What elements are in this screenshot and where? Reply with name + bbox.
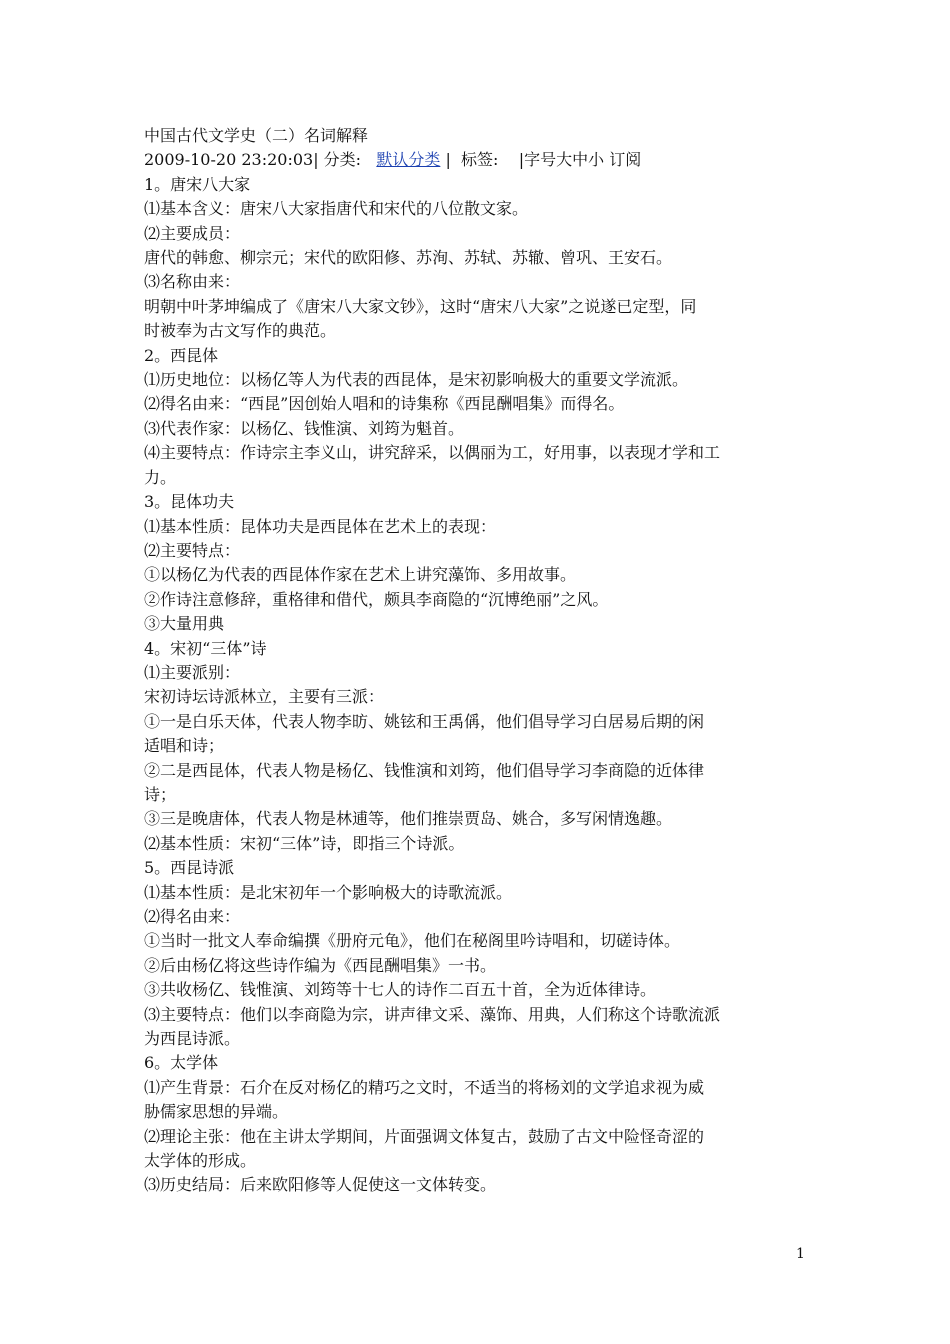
content-line: ⑶代表作家：以杨亿、钱惟演、刘筠为魁首。 bbox=[144, 418, 465, 438]
content-line: 胁儒家思想的异端。 bbox=[144, 1102, 289, 1122]
subscribe-link[interactable]: 订阅 bbox=[609, 150, 642, 170]
post-meta bbox=[144, 148, 808, 172]
content-line: 为西昆诗派。 bbox=[144, 1029, 241, 1049]
content-line: ⑶名称由来： bbox=[144, 272, 241, 292]
content-line: ②后由杨亿将这些诗作编为《西昆酬唱集》一书。 bbox=[144, 955, 497, 975]
content-line: 3。昆体功夫 bbox=[144, 492, 235, 512]
content-line: ⑶主要特点：他们以李商隐为宗，讲声律文采、藻饰、用典，人们称这个诗歌流派 bbox=[144, 1004, 721, 1024]
content-line: 太学体的形成。 bbox=[144, 1151, 257, 1171]
document-body bbox=[144, 124, 808, 1198]
content-line: ⑴历史地位：以杨亿等人为代表的西昆体，是宋初影响极大的重要文学流派。 bbox=[144, 370, 689, 390]
content-line: 力。 bbox=[144, 467, 177, 487]
tags-label: | 标签: bbox=[440, 150, 504, 170]
category-label: 分类: bbox=[318, 150, 367, 170]
content-line: 1。唐宋八大家 bbox=[144, 174, 251, 194]
content-line: ⑵理论主张：他在主讲太学期间，片面强调文体复古，鼓励了古文中险怪奇涩的 bbox=[144, 1126, 705, 1146]
post-datetime: 2009-10-20 23:20:03| bbox=[144, 150, 319, 170]
content-line: ⑴主要派别： bbox=[144, 662, 241, 682]
document-title: 中国古代文学史（二）名词解释 bbox=[144, 126, 369, 145]
content-line: ⑶历史结局：后来欧阳修等人促使这一文体转变。 bbox=[144, 1175, 497, 1195]
content-line: ①以杨亿为代表的西昆体作家在艺术上讲究藻饰、多用故事。 bbox=[144, 565, 577, 585]
content-line: ①当时一批文人奉命编撰《册府元龟》，他们在秘阁里吟诗唱和，切磋诗体。 bbox=[144, 931, 681, 951]
content-line: ⑴产生背景：石介在反对杨亿的精巧之文时，不适当的将杨刘的文学追求视为威 bbox=[144, 1077, 705, 1097]
content-line: ⑵得名由来：“西昆”因创始人唱和的诗集称《西昆酬唱集》而得名。 bbox=[144, 394, 625, 414]
content-line: ②二是西昆体，代表人物是杨亿、钱惟演和刘筠，他们倡导学习李商隐的近体律 bbox=[144, 760, 705, 780]
content-line: ⑵基本性质：宋初“三体”诗，即指三个诗派。 bbox=[144, 833, 465, 853]
content-line: 2。西昆体 bbox=[144, 345, 219, 365]
content-line: ⑵主要特点： bbox=[144, 540, 241, 560]
content-line: ⑵主要成员： bbox=[144, 223, 241, 243]
content-line: 适唱和诗； bbox=[144, 736, 225, 756]
content-line: ⑴基本性质：昆体功夫是西昆体在艺术上的表现： bbox=[144, 516, 497, 536]
content-line: 4。宋初“三体”诗 bbox=[144, 638, 267, 658]
content-line: 明朝中叶茅坤编成了《唐宋八大家文钞》，这时“唐宋八大家”之说遂已定型，同 bbox=[144, 296, 697, 316]
content-line: ⑷主要特点：作诗宗主李义山，讲究辞采，以偶丽为工，好用事，以表现才学和工 bbox=[144, 443, 721, 463]
content-line: ②作诗注意修辞，重格律和借代，颇具李商隐的“沉博绝丽”之风。 bbox=[144, 589, 609, 609]
content-line: ⑵得名由来： bbox=[144, 907, 241, 926]
content-line: ①一是白乐天体，代表人物李昉、姚铉和王禹偁，他们倡导学习白居易后期的闲 bbox=[144, 711, 705, 731]
content-line: ⑴基本含义：唐宋八大家指唐代和宋代的八位散文家。 bbox=[144, 199, 529, 219]
category-link[interactable]: 默认分类 bbox=[376, 150, 441, 170]
content-line: ③三是晚唐体，代表人物是林逋等，他们推崇贾岛、姚合，多写闲情逸趣。 bbox=[144, 809, 673, 829]
font-size-label[interactable]: |字号大中小 bbox=[513, 150, 610, 170]
content-line: ③大量用典 bbox=[144, 614, 225, 634]
content-line: 6。太学体 bbox=[144, 1053, 219, 1073]
content-lines bbox=[144, 173, 808, 1198]
content-line: 时被奉为古文写作的典范。 bbox=[144, 321, 337, 341]
page-number: 1 bbox=[796, 1246, 805, 1262]
content-line: 宋初诗坛诗派林立，主要有三派： bbox=[144, 687, 385, 707]
content-line: ③共收杨亿、钱惟演、刘筠等十七人的诗作二百五十首，全为近体律诗。 bbox=[144, 980, 657, 1000]
content-line: 唐代的韩愈、柳宗元；宋代的欧阳修、苏洵、苏轼、苏辙、曾巩、王安石。 bbox=[144, 248, 673, 268]
content-line: 5。西昆诗派 bbox=[144, 858, 235, 878]
content-line: ⑴基本性质：是北宋初年一个影响极大的诗歌流派。 bbox=[144, 882, 513, 902]
content-line: 诗； bbox=[144, 784, 177, 804]
